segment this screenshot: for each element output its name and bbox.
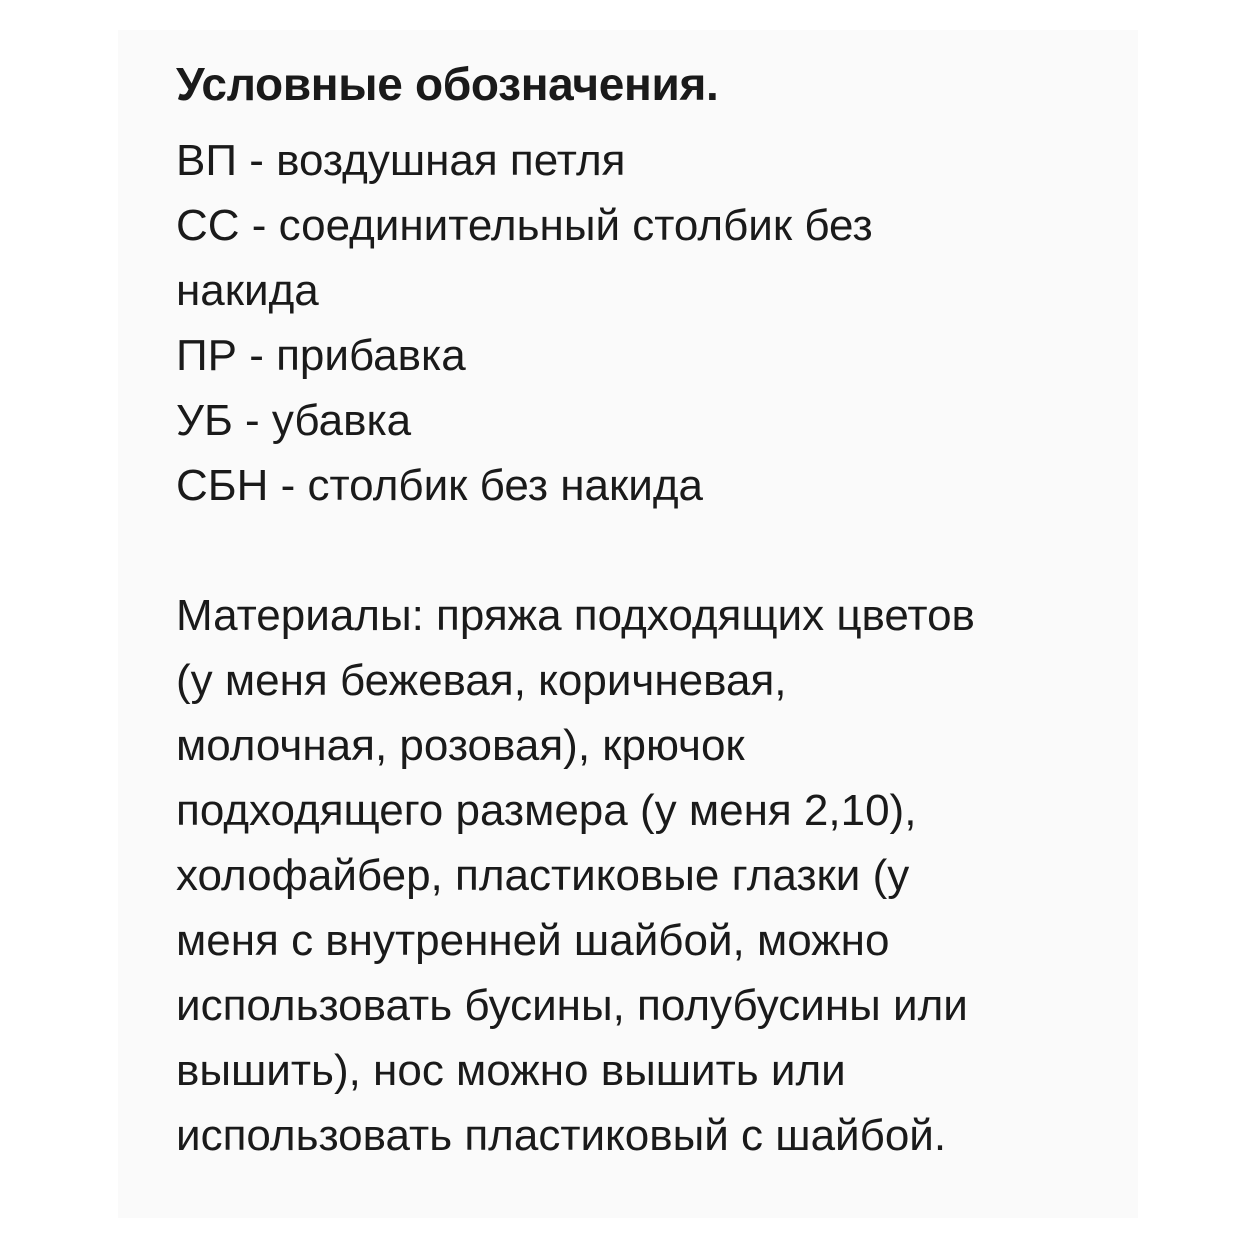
legend-line-vp: ВП - воздушная петля (176, 136, 626, 185)
materials-line: (у меня бежевая, коричневая, (176, 656, 787, 705)
legend-line-pr: ПР - прибавка (176, 331, 466, 380)
document-title: Условные обозначения. (176, 58, 719, 110)
materials-line: использовать пластиковый с шайбой. (176, 1111, 947, 1160)
legend-line-sbn: СБН - столбик без накида (176, 461, 703, 510)
materials-paragraph (176, 583, 1136, 1168)
materials-line: меня с внутренней шайбой, можно (176, 916, 890, 965)
legend-line-ub: УБ - убавка (176, 396, 412, 445)
document-content (176, 48, 1136, 1168)
materials-line: использовать бусины, полубусины или (176, 981, 968, 1030)
materials-line: холофайбер, пластиковые глазки (у (176, 851, 910, 900)
materials-line: подходящего размера (у меня 2,10), (176, 786, 917, 835)
materials-line: вышить), нос можно вышить или (176, 1046, 846, 1095)
abbreviations-legend (176, 128, 1136, 518)
materials-line: Материалы: пряжа подходящих цветов (176, 591, 975, 640)
materials-line: молочная, розовая), крючок (176, 721, 745, 770)
legend-line-ss: СС - соединительный столбик без (176, 201, 873, 250)
legend-line-ss-continued: накида (176, 266, 319, 315)
